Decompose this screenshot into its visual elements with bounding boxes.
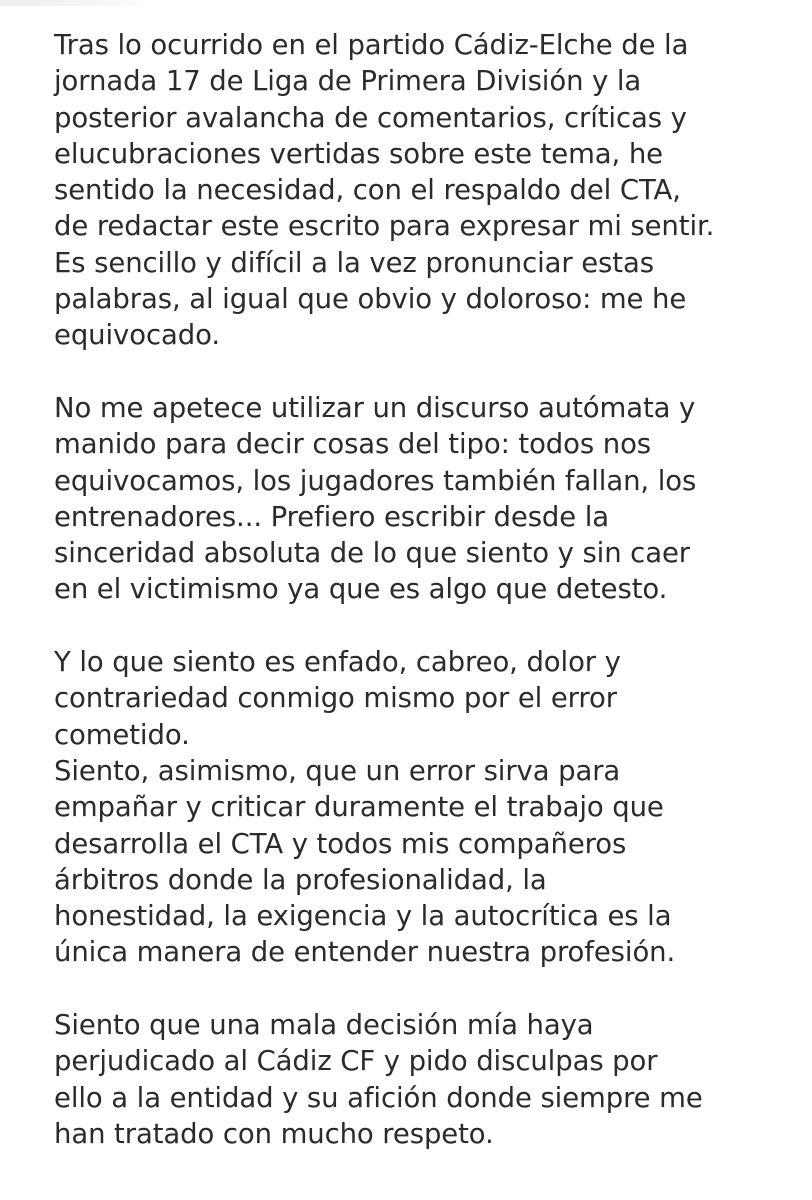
paragraph-spacer <box>54 971 796 1007</box>
text-line: equivocado. <box>54 319 220 352</box>
paragraph-2 <box>54 390 796 608</box>
top-edge-shadow <box>0 0 150 6</box>
text-line: en el victimismo ya que es algo que detesto. <box>54 573 668 606</box>
text-line: sentido la necesidad, con el respaldo del CTA, <box>54 174 681 207</box>
text-line: Siento que una mala decisión mía haya <box>54 1009 594 1042</box>
text-line: posterior avalancha de comentarios, críticas y <box>54 101 687 134</box>
text-line: contrariedad conmigo mismo por el error <box>54 682 617 715</box>
text-line: perjudicado al Cádiz CF y pido disculpas por <box>54 1045 658 1078</box>
text-line: de redactar este escrito para expresar mi sentir. <box>54 210 715 243</box>
text-line: desarrolla el CTA y todos mis compañeros <box>54 827 627 860</box>
text-line: ello a la entidad y su afición donde siempre me <box>54 1081 703 1114</box>
text-line: Es sencillo y difícil a la vez pronunciar estas <box>54 246 654 279</box>
paragraph-spacer <box>54 354 796 390</box>
text-line: elucubraciones vertidas sobre este tema, he <box>54 137 663 170</box>
text-line: empañar y criticar duramente el trabajo que <box>54 791 664 824</box>
text-line: Y lo que siento es enfado, cabreo, dolor y <box>54 646 621 679</box>
statement-text <box>54 27 796 1152</box>
text-line: Siento, asimismo, que un error sirva para <box>54 754 621 787</box>
text-line: árbitros donde la profesionalidad, la <box>54 863 547 896</box>
text-line: han tratado con mucho respeto. <box>54 1117 494 1150</box>
text-line: equivocamos, los jugadores también fallan, los <box>54 464 697 497</box>
text-line: Tras lo ocurrido en el partido Cádiz-Elche de la <box>54 29 689 61</box>
text-line: sinceridad absoluta de lo que siento y sin caer <box>54 537 690 570</box>
text-line: No me apetece utilizar un discurso autómata y <box>54 391 696 424</box>
text-line: manido para decir cosas del tipo: todos nos <box>54 428 652 461</box>
paragraph-1 <box>54 27 796 354</box>
text-line: jornada 17 de Liga de Primera División y la <box>54 65 642 98</box>
text-line: única manera de entender nuestra profesión. <box>54 936 676 969</box>
text-line: cometido. <box>54 718 190 751</box>
text-line: honestidad, la exigencia y la autocrítica es la <box>54 900 672 933</box>
text-line: palabras, al igual que obvio y doloroso: me he <box>54 283 687 316</box>
text-line: entrenadores... Prefiero escribir desde la <box>54 500 610 533</box>
paragraph-4 <box>54 1007 796 1152</box>
paragraph-3 <box>54 644 796 971</box>
paragraph-spacer <box>54 608 796 644</box>
